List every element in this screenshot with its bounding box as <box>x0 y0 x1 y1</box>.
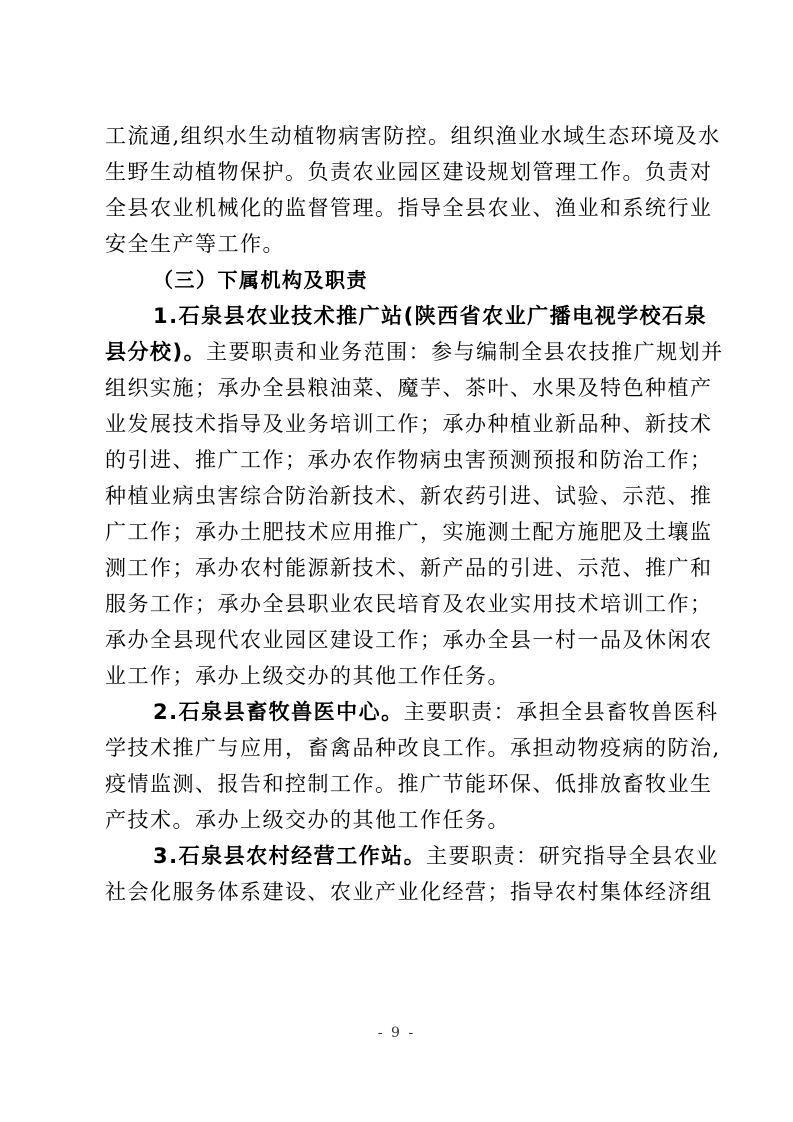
text-line: 业发展技术指导及业务培训工作；承办种植业新品种、新技术 <box>105 412 713 436</box>
text-line: 组织实施；承办全县粮油菜、魔芋、茶叶、水果及特色种植产 <box>105 376 713 400</box>
text-line: 服务工作；承办全县职业农民培育及农业实用技术培训工作； <box>105 592 713 616</box>
text-line: 安全生产等工作。 <box>105 232 285 256</box>
text-line: 业工作；承办上级交办的其他工作任务。 <box>105 664 510 688</box>
text-line <box>105 334 724 370</box>
item-title: 1.石泉县农业技术推广站(陕西省农业广播电视学校石泉 <box>153 304 708 328</box>
item-title-line <box>105 298 708 334</box>
item-title-line <box>105 838 719 874</box>
item-text: 主要职责：承担全县畜牧兽医科 <box>403 700 719 724</box>
text-line: 全县农业机械化的监督管理。指导全县农业、渔业和系统行业 <box>105 196 713 220</box>
text-line: 社会化服务体系建设、农业产业化经营；指导农村集体经济组 <box>105 880 713 904</box>
text-line: 生野生动植物保护。负责农业园区建设规划管理工作。负责对 <box>105 160 713 184</box>
paragraph-continued <box>105 118 721 262</box>
text-line: 疫情监测、报告和控制工作。推广节能环保、低排放畜牧业生 <box>105 772 713 796</box>
text-line: 种植业病虫害综合防治新技术、新农药引进、试验、示范、推 <box>105 484 713 508</box>
item-title-line <box>105 694 719 730</box>
text-line: 学技术推广与应用，畜禽品种改良工作。承担动物疫病的防治, <box>105 736 721 760</box>
item-title: 3.石泉县农村经营工作站。 <box>153 844 427 868</box>
item-title-end: 县分校)。 <box>105 340 207 364</box>
text-line: 测工作；承办农村能源新技术、新产品的引进、示范、推广和 <box>105 556 713 580</box>
section-heading: （三）下属机构及职责 <box>153 268 368 292</box>
item-rural-management-station <box>105 838 719 910</box>
item-agri-tech-station <box>105 298 724 694</box>
text-line: 的引进、推广工作；承办农作物病虫害预测预报和防治工作； <box>105 448 713 472</box>
text-line: 产技术。承办上级交办的其他工作任务。 <box>105 808 510 832</box>
item-title: 2.石泉县畜牧兽医中心。 <box>153 700 404 724</box>
item-livestock-center <box>105 694 721 838</box>
text-line: 承办全县现代农业园区建设工作；承办全县一村一品及休闲农 <box>105 628 713 652</box>
text-line: 广工作；承办土肥技术应用推广，实施测土配方施肥及土壤监 <box>105 520 713 544</box>
item-text: 主要职责：研究指导全县农业 <box>426 844 719 868</box>
item-text: 主要职责和业务范围：参与编制全县农技推广规划并 <box>206 340 724 364</box>
text-line: 工流通,组织水生动植物病害防控。组织渔业水域生态环境及水 <box>105 124 721 148</box>
document-page <box>105 118 724 910</box>
page-number: - 9 - <box>377 1025 416 1041</box>
